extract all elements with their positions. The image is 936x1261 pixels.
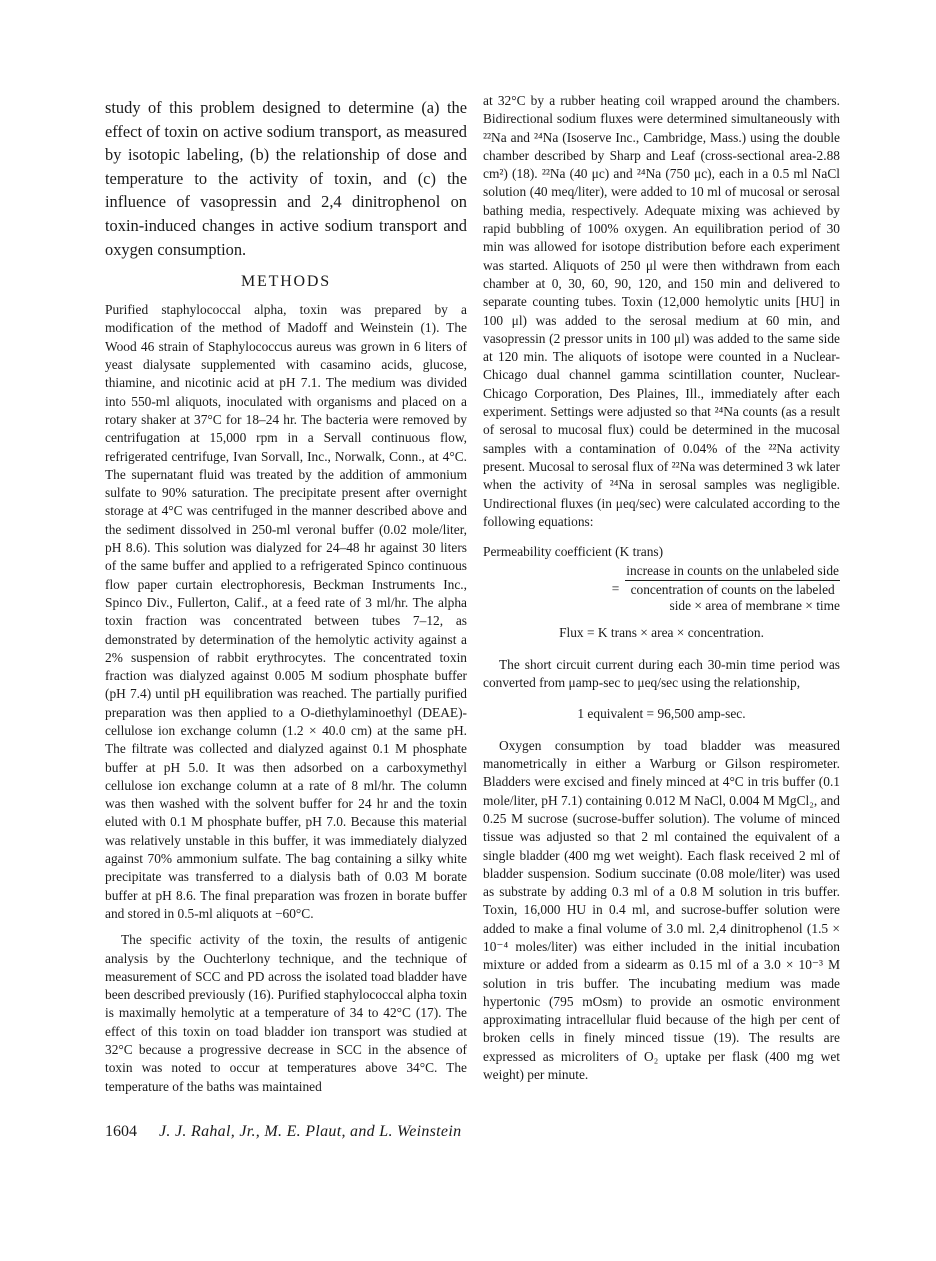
running-authors: J. J. Rahal, Jr., M. E. Plaut, and L. Weinstein xyxy=(159,1123,462,1140)
left-column xyxy=(105,92,467,1096)
equation-denominator-line-2: side × area of membrane × time xyxy=(669,598,840,614)
flux-equation: Flux = K trans × area × concentration. xyxy=(559,625,764,641)
equals-sign: = xyxy=(611,580,620,596)
equation-numerator: increase in counts on the unlabeled side xyxy=(625,563,840,581)
page-number: 1604 xyxy=(105,1123,137,1140)
methods-paragraph-2: The specific activity of the toxin, the results of antigenic analysis by the Ouchterlony technique, and the technique of measurement of SCC and PD across the isolated toad bladder have been described previously (16). Purified staphylococcal alpha toxin is maximally hemolytic at a temperature of 34 to 42°C (17). The effect of this toxin on toad bladder ion transport was studied at 32°C because a progressive decrease in SCC in the absence of toxin was noted to occur at temperatures above 34°C. The temperature of the baths was maintained xyxy=(105,932,467,1094)
equation-fraction xyxy=(625,563,840,614)
isotope-flux-paragraph: at 32°C by a rubber heating coil wrapped around the chambers. Bidirectional sodium fluxes were determined simultaneously with ²²Na and ²⁴Na (Isoserve Inc., Cambridge, Mass.) using the double chamber described by Sharp and Leaf (cross-sectional area-2.88 cm²) (18). ²²Na (40 μc) and ²⁴Na (750 μc), each in a 0.5 ml NaCl solution (40 meq/liter), were added to 10 ml of mucosal or serosal bathing media, respectively. Adequate mixing was achieved by rapid bubbling of 100% oxygen. An equilibration period of 30 min was allowed for isotope distribution before each experiment was started. Aliquots of 250 μl were then withdrawn from each chamber at 0, 30, 60, 90, 120, and 150 min and delivered to separate counting tubes. Toxin (12,000 hemolytic units [HU] in 100 μl) was added to the serosal medium at 60 min, and vasopressin (2 pressor units in 100 μl) was added to the same side at 120 min. The aliquots of isotope were counted in a Nuclear-Chicago dual channel gamma scintillation counter, Nuclear-Chicago Corporation, Des Plaines, Ill., immediately after each experiment. Settings were adjusted so that ²⁴Na counts (as a result of serosal to mucosal flux) could be determined in the mucosal samples with a contamination of 0.04% of the ²²Na activity present. Mucosal to serosal flux of ²²Na was determined 3 wk later when the activity of ²⁴Na in serosal samples was negligible. Undirectional fluxes (in μeq/sec) were calculated according to the following equations: xyxy=(483,93,840,529)
intro-paragraph: study of this problem designed to determine (a) the effect of toxin on active sodium transport, as measured by isotopic labeling, (b) the relationship of dose and temperature to the activity of toxin, and (c) the influence of vasopressin and 2,4 dinitrophenol on toxin-induced changes in active sodium transport and oxygen consumption. xyxy=(105,98,467,259)
equivalent-equation: 1 equivalent = 96,500 amp-sec. xyxy=(577,705,746,721)
page-footer xyxy=(105,1123,461,1141)
right-column xyxy=(483,92,840,1084)
short-circuit-paragraph: The short circuit current during each 30-min time period was converted from μamp-sec to μeq/sec using the relationship, xyxy=(483,657,840,691)
permeability-equation xyxy=(483,563,840,614)
equation-denominator-line-1: concentration of counts on the labeled xyxy=(630,582,835,598)
methods-heading: METHODS xyxy=(241,273,331,291)
permeability-equation-label: Permeability coefficient (K trans) xyxy=(483,544,664,560)
methods-paragraph-1: Purified staphylococcal alpha, toxin was prepared by a modification of the method of Madoff and Weinstein (1). The Wood 46 strain of Staphylococcus aureus was grown in 6 liters of yeast dialysate supplemented with casamino acids, glucose, thiamine, and nicotinic acid at pH 7.1. The medium was divided into 550-ml aliquots, inoculated with organisms and placed on a rotary shaker at 37°C for 18–24 hr. The bacteria were removed by centrifugation at 15,000 rpm in a Servall continuous flow, refrigerated centrifuge, Ivan Sorvall, Inc., Norwalk, Conn., at 4°C. The supernatant fluid was treated by the addition of ammonium sulfate to 90% saturation. The precipitate present after overnight storage at 4°C was centrifuged in the manner described above and the sediment dissolved in 250-ml veronal buffer (0.02 mole/liter, pH 8.6). This solution was dialyzed for 24–48 hr against 30 liters of the same buffer and applied to a refrigerated Spinco continuous flow paper curtain electrophoresis, Beckman Instruments Inc., Spinco Div., Fullerton, Calif., at a feed rate of 3 ml/hr. The alpha toxin fraction was concentrated between tubes 7–12, as demonstrated by determination of the hemolytic activity against a 2% suspension of rabbit erythrocytes. The concentrated toxin fraction was dialyzed against 0.005 M sodium phosphate buffer (pH 7.4) until pH equilibration was reached. The partially purified preparation was then applied to a O-diethylaminoethyl (DEAE)-cellulose ion exchange column (1.2 × 40.0 cm) at the same pH. The filtrate was collected and dialyzed against 0.1 M phosphate buffer at pH 5.0. It was then adsorbed on a carboxymethyl cellulose ion exchange column at a rate of 8 ml/hr. The column was then washed with the solvent buffer for 24 hr and the toxin eluted with 0.1 M phosphate buffer, pH 7.0. Because this material was relatively unstable in this buffer, it was immediately dialyzed against 70% ammonium sulfate. The bag containing a silky white precipitate was transferred to a dialysis bath of 0.03 M borate buffer at pH 8.6. The final preparation was frozen in borate buffer and stored in 0.5-ml aliquots at −60°C. xyxy=(105,302,467,921)
oxygen-consumption-paragraph: Oxygen consumption by toad bladder was measured manometrically in either a Warburg or Gilson respirometer. Bladders were excised and finely minced at 4°C in tris buffer (0.1 mole/liter, pH 7.1) containing 0.012 M NaCl, 0.004 M MgCl₂, and 0.25 M sucrose (sucrose-buffer solution). The volume of minced tissue was adjusted so that 2 ml contained the equivalent of a single bladder (400 mg wet weight). Each flask received 2 ml of bladder suspension. Sodium succinate (0.08 mole/liter) was used as substrate by adding 0.3 ml of a 0.8 M solution in tris buffer. Toxin, 16,000 HU in 0.4 ml, and sucrose-buffer solution were added to make a final volume of 3.0 ml. 2,4 dinitrophenol (1.5 × 10⁻⁴ moles/liter) was either included in the initial incubation mixture or added from a sidearm as 0.15 ml of a 3.0 × 10⁻³ M solution in tris buffer. The incubating medium was made hypertonic (795 mOsm) to provide an osmotic environment approximating intracellular fluid because of the high per cent of broken cells in finely minced tissue (19). The results are expressed as microliters of O₂ uptake per flask (400 mg wet weight) per minute. xyxy=(483,737,840,1083)
